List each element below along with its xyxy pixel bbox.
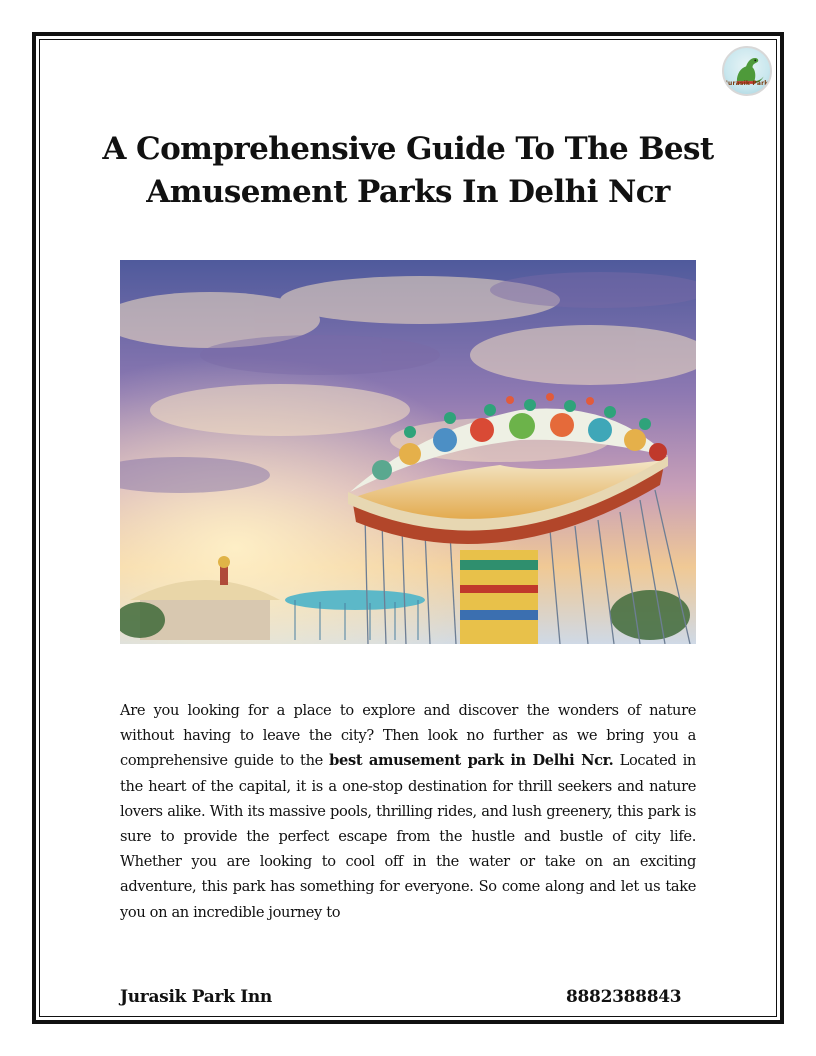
title-line-2: Amusement Parks In Delhi Ncr xyxy=(146,174,670,210)
intro-paragraph xyxy=(120,698,696,925)
dinosaur-icon xyxy=(724,48,770,94)
title-line-1: A Comprehensive Guide To The Best xyxy=(102,131,714,167)
footer-phone: 8882388843 xyxy=(566,987,682,1007)
keyword-link-text: best amusement park in Delhi Ncr. xyxy=(329,752,614,770)
footer-company: Jurasik Park Inn xyxy=(120,987,272,1007)
hero-image xyxy=(120,260,696,644)
intro-text: Are you looking for a place to explore and discover the wonders of nature without having to leave the city? Then look no further as we bring you a comprehensive guide to the xyxy=(120,702,696,770)
intro-text-rest: Located in the heart of the capital, it is a one-stop destination for thrill seekers and nature lovers alike. With its massive pools, thrilling rides, and lush greenery, this park is sure to provide the perfect escape from the hustle and bustle of city life. Whether you are looking to cool off in the water or take on an exciting adventure, this park has something for everyone. So come along and let us take you on an incredible journey to xyxy=(120,752,696,921)
page-title xyxy=(100,128,716,214)
logo-text: Jurasik Park xyxy=(725,80,769,87)
logo xyxy=(722,46,772,96)
carousel-photo xyxy=(120,260,696,644)
